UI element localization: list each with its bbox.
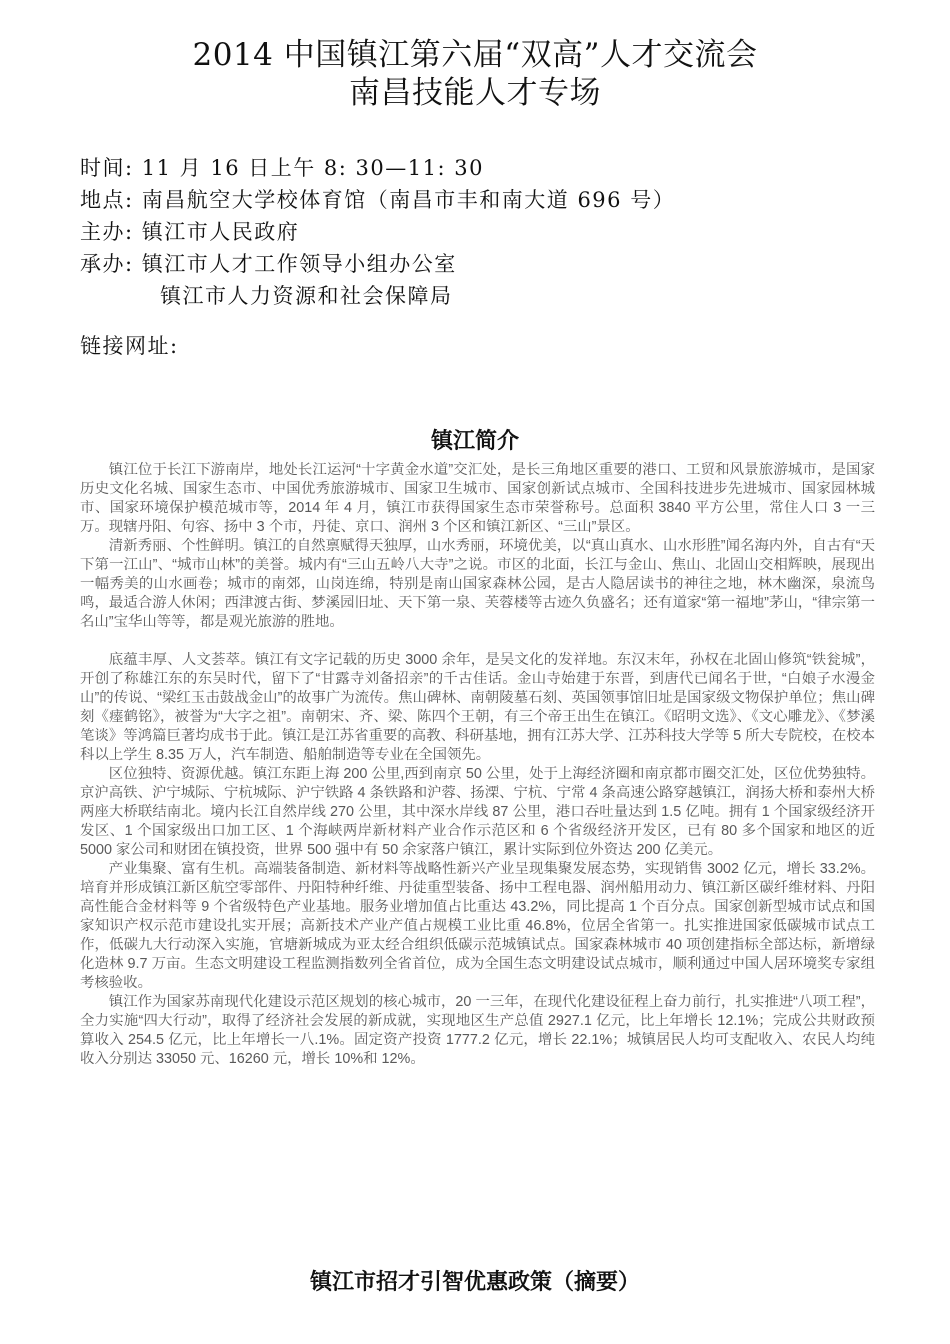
place-value: 南昌航空大学校体育馆（南昌市丰和南大道 696 号）	[141, 188, 676, 212]
time-row	[80, 152, 675, 184]
intro-paragraph: 清新秀丽、个性鲜明。镇江的自然禀赋得天独厚，山水秀丽，环境优美，以“真山真水、山水形胜”闻名海内外，自古有“天下第一江山”、“城市山林”的美誉。城内有“三山五岭八大寺”之说。市区的北面，长江与金山、焦山、北固山交相辉映，展现出一幅秀美的山水画卷；城市的南郊，山岗连绵，特别是南山国家森林公园，是古人隐居读书的神往之地，林木幽深，泉流鸟鸣，最适合游人休闲；西津渡古街、梦溪园旧址、天下第一泉、芙蓉楼等古迹久负盛名；还有道家“第一福地”茅山，“律宗第一名山”宝华山等等，都是观光旅游的胜地。	[80, 538, 875, 630]
place-label: 地点:	[80, 188, 134, 212]
sub-title: 南昌技能人才专场	[349, 75, 601, 111]
host-value: 镇江市人民政府	[141, 220, 300, 244]
organizer-value-2: 镇江市人力资源和社会保障局	[160, 284, 453, 308]
link-row	[80, 330, 179, 360]
place-row	[80, 184, 675, 216]
link-label: 链接网址:	[80, 334, 179, 358]
intro-heading: 镇江简介	[430, 429, 519, 454]
intro-body	[80, 461, 875, 1069]
intro-paragraph: 底蕴丰厚、人文荟萃。镇江有文字记载的历史 3000 余年，是吴文化的发祥地。东汉末年，孙权在北固山修筑“铁瓮城”，开创了称雄江东的东吴时代，留下了“甘露寺刘备招亲”的千古佳话。金山寺始建于东晋，到唐代已闻名于世，“白娘子水漫金山”的传说、“梁红玉击鼓战金山”的故事广为流传。焦山碑林、南朝陵墓石刻、英国领事馆旧址是国家级文物保护单位；焦山碑刻《瘗鹤铭》，被誉为“大字之祖”。南朝宋、齐、梁、陈四个王朝，有三个帝王出生在镇江。《昭明文选》、《文心雕龙》、《梦溪笔谈》等鸿篇巨著均成书于此。镇江是江苏省重要的高教、科研基地，拥有江苏大学、江苏科技大学等 5 所大专院校，在校本科以上学生 8.35 万人，汽车制造、船舶制造等专业在全国领先。	[80, 652, 875, 763]
intro-paragraph: 区位独特、资源优越。镇江东距上海 200 公里,西到南京 50 公里，处于上海经济圈和南京都市圈交汇处，区位优势独特。京沪高铁、沪宁城际、宁杭城际、沪宁铁路 4 条铁路和沪蓉、扬溧、宁杭、宁常 4 条高速公路穿越镇江，润扬大桥和泰州大桥两座大桥联结南北。境内长江自然岸线 270 公里，其中深水岸线 87 公里，港口吞吐量达到 1.5 亿吨。拥有 1 个国家级经济开发区、1 个国家级出口加工区、1 个海峡两岸新材料产业合作示范区和 6 个省级经济开发区，已有 80 多个国家和地区的近 5000 家公司和财团在镇投资，世界 500 强中有 50 余家落户镇江，累计实际到位外资达 200 亿美元。	[80, 766, 875, 858]
time-label: 时间:	[80, 156, 134, 180]
intro-paragraph: 镇江位于长江下游南岸，地处长江运河“十字黄金水道”交汇处，是长三角地区重要的港口、工贸和风景旅游城市，是国家历史文化名城、国家生态市、中国优秀旅游城市、国家卫生城市、国家创新试点城市、全国科技进步先进城市、国家园林城市、国家环境保护模范城市等，2014 年 4 月，镇江市获得国家生态市荣誉称号。总面积 3840 平方公里，常住人口 3 一三万。现辖丹阳、句容、扬中 3 个市，丹徒、京口、润州 3 个区和镇江新区、“三山”景区。	[80, 462, 875, 535]
event-info	[80, 152, 675, 312]
title-block	[0, 36, 950, 112]
time-value: 11 月 16 日上午 8: 30—11: 30	[141, 156, 484, 180]
main-title: 2014 中国镇江第六届“双高”人才交流会	[192, 37, 758, 73]
intro-paragraph: 镇江作为国家苏南现代化建设示范区规划的核心城市，20 一三年，在现代化建设征程上奋力前行，扎实推进“八项工程”，全力实施“四大行动”，取得了经济社会发展的新成就，实现地区生产总值 2927.1 亿元，比上年增长 12.1%；完成公共财政预算收入 254.5 亿元，比上年增长一八.1%。固定资产投资 1777.2 亿元，增长 22.1%；城镇居民人均可支配收入、农民人均纯收入分别达 33050 元、16260 元，增长 10%和 12%。	[80, 994, 875, 1067]
organizer-value-1: 镇江市人才工作领导小组办公室	[141, 252, 457, 276]
host-label: 主办:	[80, 220, 134, 244]
organizer-label: 承办:	[80, 252, 134, 276]
organizer-row-2	[80, 280, 675, 312]
policy-heading: 镇江市招才引智优惠政策（摘要）	[309, 1270, 640, 1295]
intro-paragraph: 产业集聚、富有生机。高端装备制造、新材料等战略性新兴产业呈现集聚发展态势，实现销售 3002 亿元，增长 33.2%。培育并形成镇江新区航空零部件、丹阳特种纤维、丹徒重型装备、扬中工程电器、润州船用动力、镇江新区碳纤维材料、丹阳高性能合金材料等 9 个省级特色产业基地。服务业增加值占比重达 43.2%，同比提高 1 个百分点。国家创新型城市试点和国家知识产权示范市建设扎实开展；高新技术产业产值占规模工业比重 46.8%，位居全省第一。扎实推进国家低碳城市试点工作，低碳九大行动深入实施，官塘新城成为亚太经合组织低碳示范城镇试点。国家森林城市 40 项创建指标全部达标，新增绿化造林 9.7 万亩。生态文明建设工程监测指数列全省首位，成为全国生态文明建设试点城市，顺利通过中国人居环境奖专家组考核验收。	[80, 861, 875, 991]
organizer-row	[80, 248, 675, 280]
host-row	[80, 216, 675, 248]
